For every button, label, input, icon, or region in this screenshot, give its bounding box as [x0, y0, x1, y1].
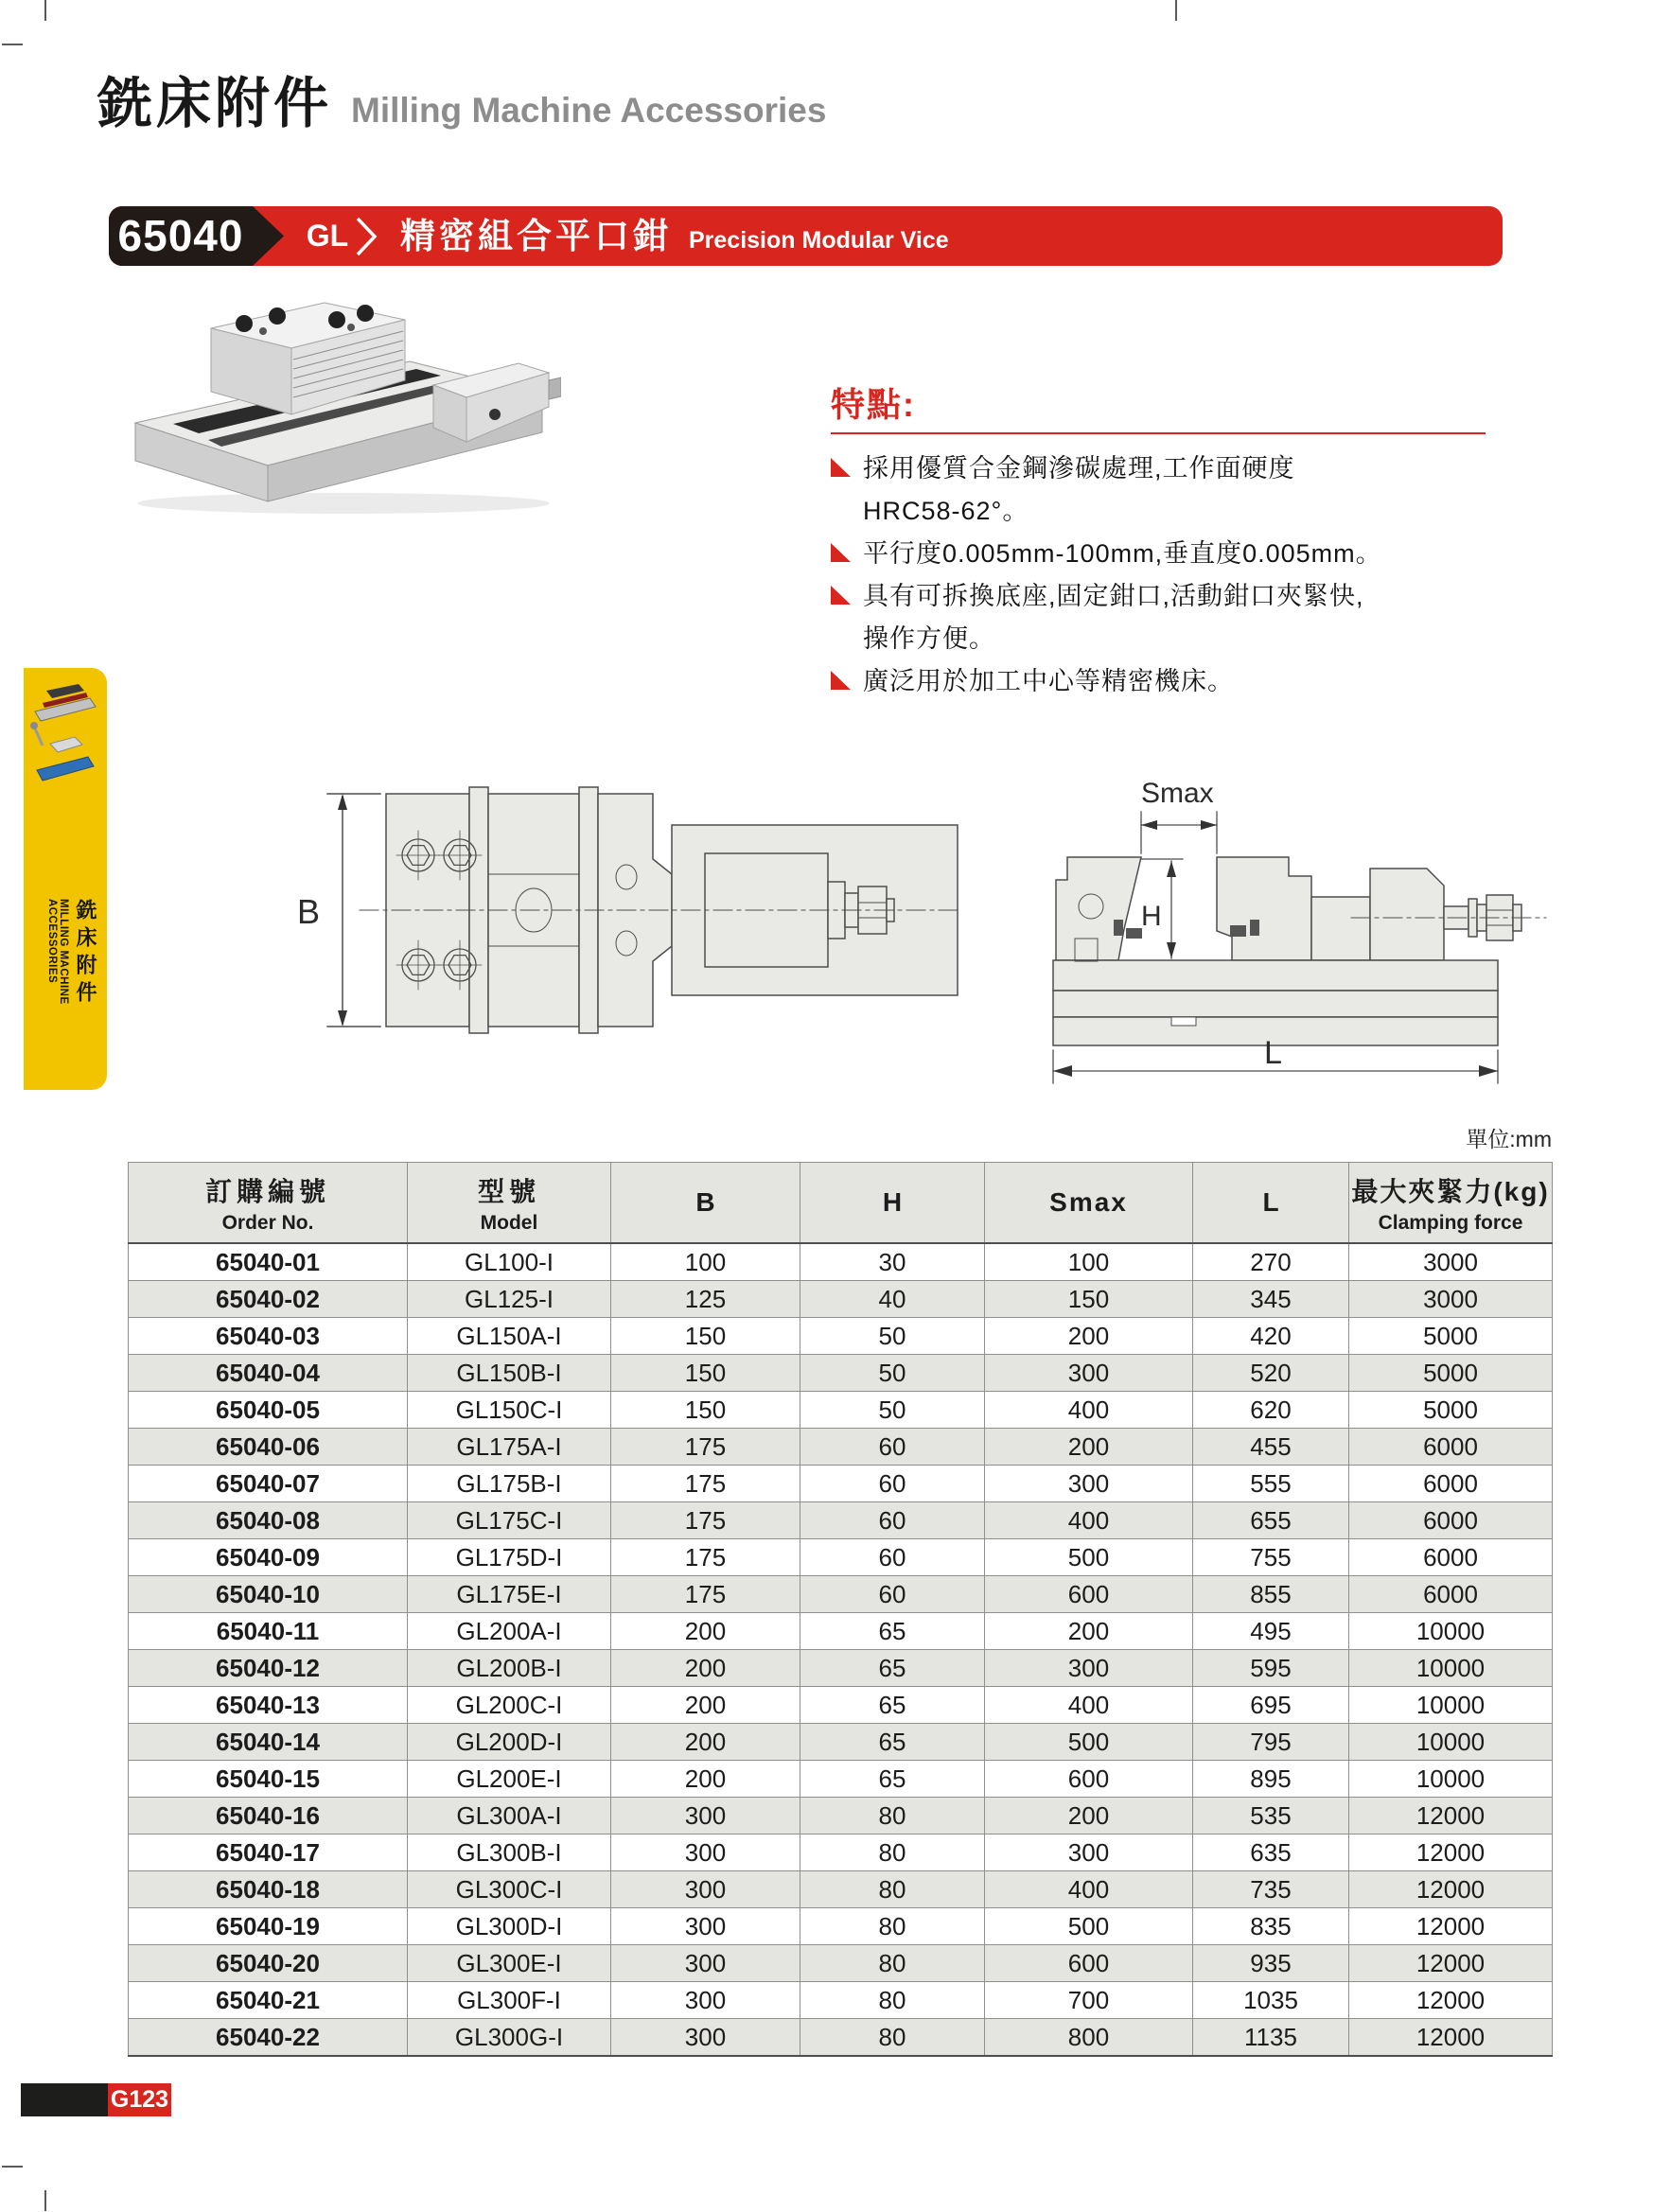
- dim-label-h: H: [1141, 901, 1162, 932]
- cell-order-no: 65040-12: [129, 1650, 408, 1687]
- unit-note: 單位:mm: [1466, 1127, 1552, 1151]
- thumbnail-vice-blue: [30, 722, 94, 781]
- cell-smax: 300: [985, 1650, 1193, 1687]
- cell-order-no: 65040-06: [129, 1429, 408, 1466]
- features-rule: [831, 432, 1486, 434]
- table-row: [129, 1539, 1553, 1576]
- cell-l: 455: [1193, 1429, 1349, 1466]
- cell-clamping-force: 3000: [1349, 1243, 1553, 1281]
- cell-smax: 100: [985, 1243, 1193, 1281]
- cell-order-no: 65040-10: [129, 1576, 408, 1613]
- cell-b: 175: [611, 1429, 800, 1466]
- cell-order-no: 65040-02: [129, 1281, 408, 1318]
- cell-l: 635: [1193, 1835, 1349, 1871]
- cell-b: 175: [611, 1539, 800, 1576]
- cell-b: 175: [611, 1502, 800, 1539]
- crop-mark-bottom-left-h: [2, 2166, 23, 2168]
- feature-bullet-icon: [831, 671, 851, 690]
- cell-smax: 300: [985, 1355, 1193, 1392]
- cell-h: 50: [800, 1392, 985, 1429]
- cell-model: GL300G-I: [408, 2019, 611, 2057]
- table-row: [129, 1576, 1553, 1613]
- cell-model: GL200D-I: [408, 1724, 611, 1761]
- cell-h: 65: [800, 1761, 985, 1798]
- cell-smax: 400: [985, 1687, 1193, 1724]
- table-row: [129, 1392, 1553, 1429]
- table-row: [129, 1798, 1553, 1835]
- side-tab: [24, 668, 107, 1090]
- cell-model: GL200E-I: [408, 1761, 611, 1798]
- cell-clamping-force: 6000: [1349, 1502, 1553, 1539]
- cell-clamping-force: 5000: [1349, 1392, 1553, 1429]
- cell-order-no: 65040-14: [129, 1724, 408, 1761]
- table-row: [129, 1243, 1553, 1281]
- cell-model: GL175B-I: [408, 1466, 611, 1502]
- cell-l: 895: [1193, 1761, 1349, 1798]
- cell-h: 50: [800, 1318, 985, 1355]
- table-row: [129, 1502, 1553, 1539]
- cell-clamping-force: 6000: [1349, 1539, 1553, 1576]
- cell-b: 300: [611, 1798, 800, 1835]
- cell-h: 65: [800, 1650, 985, 1687]
- order-code: 65040: [117, 211, 244, 260]
- cell-clamping-force: 12000: [1349, 1982, 1553, 2019]
- cell-h: 80: [800, 1908, 985, 1945]
- cell-order-no: 65040-21: [129, 1982, 408, 2019]
- cell-b: 100: [611, 1243, 800, 1281]
- dim-label-smax: Smax: [1141, 778, 1214, 809]
- cell-model: GL150A-I: [408, 1318, 611, 1355]
- page-title-en: Milling Machine Accessories: [351, 91, 827, 130]
- cell-l: 495: [1193, 1613, 1349, 1650]
- drawing-top-view: [274, 768, 965, 1052]
- cell-smax: 200: [985, 1429, 1193, 1466]
- dim-label-b: B: [297, 892, 321, 931]
- cell-clamping-force: 12000: [1349, 2019, 1553, 2057]
- cell-order-no: 65040-07: [129, 1466, 408, 1502]
- cell-clamping-force: 3000: [1349, 1281, 1553, 1318]
- cell-l: 595: [1193, 1650, 1349, 1687]
- cell-b: 200: [611, 1724, 800, 1761]
- cell-smax: 200: [985, 1613, 1193, 1650]
- cell-model: GL175E-I: [408, 1576, 611, 1613]
- feature-line: 平行度0.005mm-100mm,垂直度0.005mm。: [863, 539, 1382, 568]
- feature-bullet-icon: [831, 586, 851, 605]
- cell-smax: 600: [985, 1761, 1193, 1798]
- thumbnail-vice-silver: [35, 684, 96, 721]
- cell-b: 175: [611, 1576, 800, 1613]
- col-header-smax: Smax: [985, 1163, 1193, 1244]
- cell-order-no: 65040-09: [129, 1539, 408, 1576]
- table-row: [129, 1982, 1553, 2019]
- crop-mark-top-left-h: [2, 44, 23, 45]
- cell-order-no: 65040-19: [129, 1908, 408, 1945]
- cell-model: GL300C-I: [408, 1871, 611, 1908]
- cell-h: 60: [800, 1466, 985, 1502]
- cell-clamping-force: 10000: [1349, 1650, 1553, 1687]
- cell-h: 65: [800, 1724, 985, 1761]
- cell-l: 695: [1193, 1687, 1349, 1724]
- cell-b: 200: [611, 1650, 800, 1687]
- cell-l: 420: [1193, 1318, 1349, 1355]
- cell-l: 1035: [1193, 1982, 1349, 2019]
- product-name-en: Precision Modular Vice: [689, 227, 949, 254]
- crop-mark-top-left-v: [44, 0, 46, 21]
- table-row: [129, 1281, 1553, 1318]
- drawing-side-view: [1020, 757, 1569, 1088]
- cell-b: 300: [611, 1908, 800, 1945]
- cell-h: 80: [800, 1982, 985, 2019]
- cell-order-no: 65040-18: [129, 1871, 408, 1908]
- page-title-cjk: 銑床附件: [97, 73, 333, 134]
- spec-table-header: [129, 1163, 1553, 1244]
- product-photo: [121, 229, 561, 518]
- cell-b: 300: [611, 2019, 800, 2057]
- cell-l: 345: [1193, 1281, 1349, 1318]
- col-header-model: 型號 Model: [408, 1163, 611, 1244]
- cell-l: 535: [1193, 1798, 1349, 1835]
- cell-model: GL300B-I: [408, 1835, 611, 1871]
- feature-line: 廣泛用於加工中心等精密機床。: [863, 667, 1234, 695]
- cell-model: GL100-I: [408, 1243, 611, 1281]
- table-row: [129, 1687, 1553, 1724]
- table-row: [129, 1724, 1553, 1761]
- cell-b: 200: [611, 1687, 800, 1724]
- cell-clamping-force: 12000: [1349, 1835, 1553, 1871]
- cell-clamping-force: 10000: [1349, 1724, 1553, 1761]
- table-row: [129, 1466, 1553, 1502]
- cell-h: 30: [800, 1243, 985, 1281]
- footer-page-tag: [108, 2083, 171, 2116]
- table-row: [129, 1871, 1553, 1908]
- cell-h: 50: [800, 1355, 985, 1392]
- page-tag-label: G123: [110, 2086, 169, 2113]
- cell-smax: 200: [985, 1798, 1193, 1835]
- cell-order-no: 65040-08: [129, 1502, 408, 1539]
- side-tab-label-cjk: 銑床附件: [74, 899, 97, 1009]
- cell-model: GL300A-I: [408, 1798, 611, 1835]
- cell-l: 655: [1193, 1502, 1349, 1539]
- feature-item: [831, 448, 1486, 533]
- table-row: [129, 1650, 1553, 1687]
- cell-smax: 800: [985, 2019, 1193, 2057]
- cell-order-no: 65040-22: [129, 2019, 408, 2057]
- cell-b: 175: [611, 1466, 800, 1502]
- table-row: [129, 1613, 1553, 1650]
- footer-black-bar: [21, 2083, 108, 2116]
- cell-clamping-force: 10000: [1349, 1687, 1553, 1724]
- side-tab-thumbnails: [29, 679, 101, 793]
- dim-label-l: L: [1264, 1035, 1282, 1071]
- feature-item: [831, 660, 1486, 703]
- cell-l: 795: [1193, 1724, 1349, 1761]
- cell-model: GL300F-I: [408, 1982, 611, 2019]
- cell-b: 150: [611, 1355, 800, 1392]
- cell-order-no: 65040-17: [129, 1835, 408, 1871]
- cell-order-no: 65040-20: [129, 1945, 408, 1982]
- cell-h: 65: [800, 1687, 985, 1724]
- cell-model: GL125-I: [408, 1281, 611, 1318]
- cell-smax: 300: [985, 1466, 1193, 1502]
- cell-smax: 200: [985, 1318, 1193, 1355]
- feature-line: 操作方便。: [863, 624, 995, 653]
- cell-l: 555: [1193, 1466, 1349, 1502]
- cell-l: 1135: [1193, 2019, 1349, 2057]
- col-header-l: L: [1193, 1163, 1349, 1244]
- cell-h: 80: [800, 2019, 985, 2057]
- cell-b: 300: [611, 1982, 800, 2019]
- cell-model: GL200B-I: [408, 1650, 611, 1687]
- cell-order-no: 65040-13: [129, 1687, 408, 1724]
- cell-clamping-force: 6000: [1349, 1466, 1553, 1502]
- cell-clamping-force: 10000: [1349, 1613, 1553, 1650]
- cell-smax: 700: [985, 1982, 1193, 2019]
- cell-model: GL200C-I: [408, 1687, 611, 1724]
- product-name-cjk: 精密組合平口鉗: [400, 217, 672, 255]
- table-row: [129, 1835, 1553, 1871]
- cell-clamping-force: 6000: [1349, 1429, 1553, 1466]
- cell-h: 40: [800, 1281, 985, 1318]
- cell-b: 200: [611, 1761, 800, 1798]
- cell-order-no: 65040-05: [129, 1392, 408, 1429]
- table-row: [129, 2019, 1553, 2057]
- table-row: [129, 1318, 1553, 1355]
- spec-table-body: [129, 1243, 1553, 2056]
- cell-clamping-force: 5000: [1349, 1318, 1553, 1355]
- cell-b: 125: [611, 1281, 800, 1318]
- cell-h: 60: [800, 1429, 985, 1466]
- cell-model: GL175A-I: [408, 1429, 611, 1466]
- cell-clamping-force: 6000: [1349, 1576, 1553, 1613]
- cell-b: 150: [611, 1392, 800, 1429]
- cell-l: 270: [1193, 1243, 1349, 1281]
- col-header-b: B: [611, 1163, 800, 1244]
- cell-model: GL175D-I: [408, 1539, 611, 1576]
- cell-h: 80: [800, 1871, 985, 1908]
- cell-b: 150: [611, 1318, 800, 1355]
- cell-order-no: 65040-03: [129, 1318, 408, 1355]
- cell-order-no: 65040-04: [129, 1355, 408, 1392]
- table-row: [129, 1355, 1553, 1392]
- cell-model: GL150C-I: [408, 1392, 611, 1429]
- cell-order-no: 65040-11: [129, 1613, 408, 1650]
- col-header-order-no: 訂購編號 Order No.: [129, 1163, 408, 1244]
- table-row: [129, 1761, 1553, 1798]
- cell-h: 60: [800, 1576, 985, 1613]
- cell-clamping-force: 12000: [1349, 1908, 1553, 1945]
- cell-clamping-force: 12000: [1349, 1945, 1553, 1982]
- feature-bullet-icon: [831, 543, 851, 562]
- cell-smax: 500: [985, 1539, 1193, 1576]
- page-title: [97, 59, 826, 138]
- cell-l: 835: [1193, 1908, 1349, 1945]
- cell-l: 735: [1193, 1871, 1349, 1908]
- cell-model: GL300E-I: [408, 1945, 611, 1982]
- cell-order-no: 65040-16: [129, 1798, 408, 1835]
- cell-l: 520: [1193, 1355, 1349, 1392]
- cell-l: 620: [1193, 1392, 1349, 1429]
- table-row: [129, 1908, 1553, 1945]
- side-tab-label-en: MILLING MACHINE ACCESSORIES: [46, 899, 69, 1005]
- cell-h: 80: [800, 1835, 985, 1871]
- cell-model: GL300D-I: [408, 1908, 611, 1945]
- feature-line: HRC58-62°。: [863, 497, 1029, 525]
- cell-h: 80: [800, 1798, 985, 1835]
- cell-smax: 400: [985, 1871, 1193, 1908]
- cell-h: 65: [800, 1613, 985, 1650]
- cell-b: 300: [611, 1945, 800, 1982]
- cell-clamping-force: 5000: [1349, 1355, 1553, 1392]
- crop-mark-bottom-left-v: [44, 2190, 46, 2211]
- col-header-clamping-force: 最大夾緊力(kg) Clamping force: [1349, 1163, 1553, 1244]
- cell-smax: 600: [985, 1576, 1193, 1613]
- cell-model: GL200A-I: [408, 1613, 611, 1650]
- cell-l: 755: [1193, 1539, 1349, 1576]
- crop-mark-top-mid-v: [1175, 0, 1177, 21]
- cell-model: GL150B-I: [408, 1355, 611, 1392]
- cell-b: 300: [611, 1835, 800, 1871]
- cell-order-no: 65040-15: [129, 1761, 408, 1798]
- series-label: GL: [306, 219, 349, 253]
- feature-line: 採用優質合金鋼滲碳處理,工作面硬度: [863, 454, 1295, 483]
- cell-model: GL175C-I: [408, 1502, 611, 1539]
- cell-clamping-force: 12000: [1349, 1798, 1553, 1835]
- cell-h: 60: [800, 1502, 985, 1539]
- cell-smax: 400: [985, 1392, 1193, 1429]
- cell-h: 60: [800, 1539, 985, 1576]
- feature-item: [831, 533, 1486, 575]
- cell-smax: 500: [985, 1908, 1193, 1945]
- cell-l: 935: [1193, 1945, 1349, 1982]
- cell-smax: 500: [985, 1724, 1193, 1761]
- feature-item: [831, 575, 1486, 660]
- cell-b: 200: [611, 1613, 800, 1650]
- cell-clamping-force: 10000: [1349, 1761, 1553, 1798]
- cell-clamping-force: 12000: [1349, 1871, 1553, 1908]
- table-row: [129, 1429, 1553, 1466]
- cell-smax: 300: [985, 1835, 1193, 1871]
- features-heading: 特點:: [831, 385, 916, 424]
- cell-l: 855: [1193, 1576, 1349, 1613]
- cell-h: 80: [800, 1945, 985, 1982]
- features-section: [831, 378, 1486, 703]
- cell-b: 300: [611, 1871, 800, 1908]
- feature-line: 具有可拆換底座,固定鉗口,活動鉗口夾緊快,: [863, 582, 1364, 610]
- feature-bullet-icon: [831, 458, 851, 477]
- cell-smax: 600: [985, 1945, 1193, 1982]
- col-header-h: H: [800, 1163, 985, 1244]
- cell-smax: 150: [985, 1281, 1193, 1318]
- cell-order-no: 65040-01: [129, 1243, 408, 1281]
- cell-smax: 400: [985, 1502, 1193, 1539]
- spec-table: [128, 1162, 1553, 2057]
- table-row: [129, 1945, 1553, 1982]
